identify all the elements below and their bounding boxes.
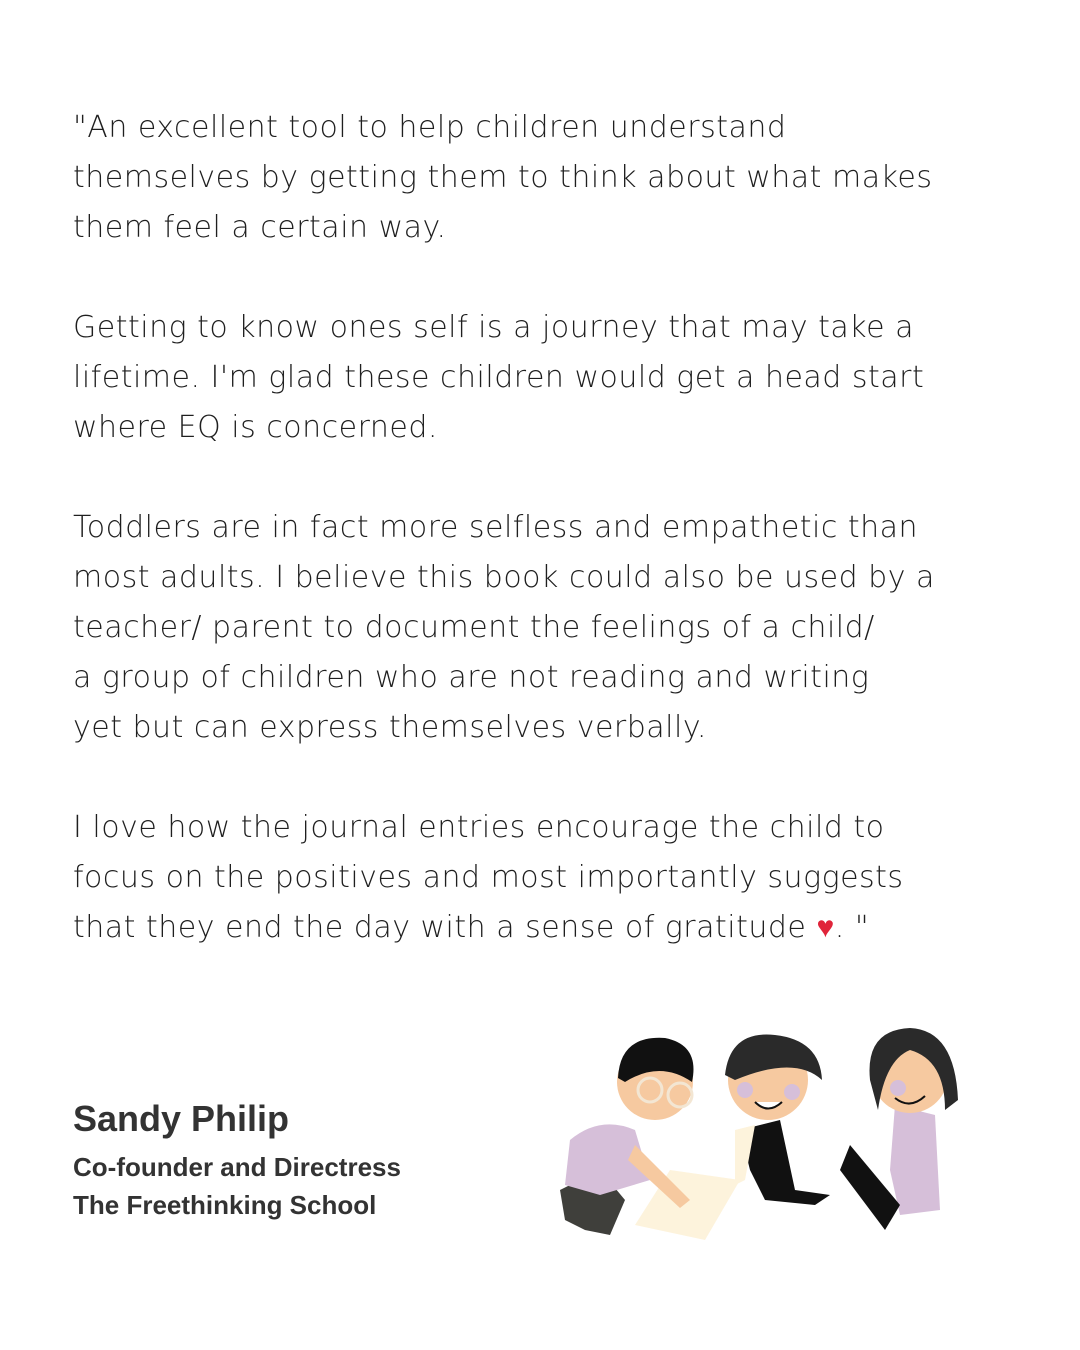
author-name: Sandy Philip <box>73 1098 290 1139</box>
quote-line: teacher/ parent to document the feelings of a child/ <box>73 610 875 645</box>
quote-line: focus on the positives and most importantly suggests <box>73 860 904 895</box>
quote-line: Toddlers are in fact more selfless and empathetic than <box>73 510 919 545</box>
quote-line-last <box>73 903 1033 953</box>
author-title: Co-founder and Directress <box>73 1152 401 1182</box>
quote-line: "An excellent tool to help children understand <box>73 110 787 145</box>
quote-line: where EQ is concerned. <box>73 410 438 445</box>
quote-line: I love how the journal entries encourage the child to <box>73 810 885 845</box>
quote-line: them feel a certain way. <box>73 210 447 245</box>
quote-paragraph-4 <box>73 803 1033 953</box>
quote-paragraph-3 <box>73 503 1033 753</box>
signature-block <box>73 1098 401 1224</box>
children-illustration <box>540 1020 970 1245</box>
author-organization: The Freethinking School <box>73 1190 377 1220</box>
child-girl-middle <box>725 1035 830 1206</box>
child-girl-reading <box>840 1028 958 1230</box>
quote-line: themselves by getting them to think about what makes <box>73 160 933 195</box>
quote-line: most adults. I believe this book could also be used by a <box>73 560 935 595</box>
quote-closing: . " <box>834 910 870 945</box>
quote-text: that they end the day with a sense of gratitude <box>73 910 817 945</box>
quote-line: a group of children who are not reading and writing <box>73 660 870 695</box>
quote-line: yet but can express themselves verbally. <box>73 710 707 745</box>
testimonial-quote <box>73 103 1033 1003</box>
quote-line: lifetime. I'm glad these children would get a head start <box>73 360 925 395</box>
quote-paragraph-1 <box>73 103 1033 253</box>
quote-line: Getting to know ones self is a journey that may take a <box>73 310 914 345</box>
heart-icon: ♥ <box>816 910 835 945</box>
quote-paragraph-2 <box>73 303 1033 453</box>
